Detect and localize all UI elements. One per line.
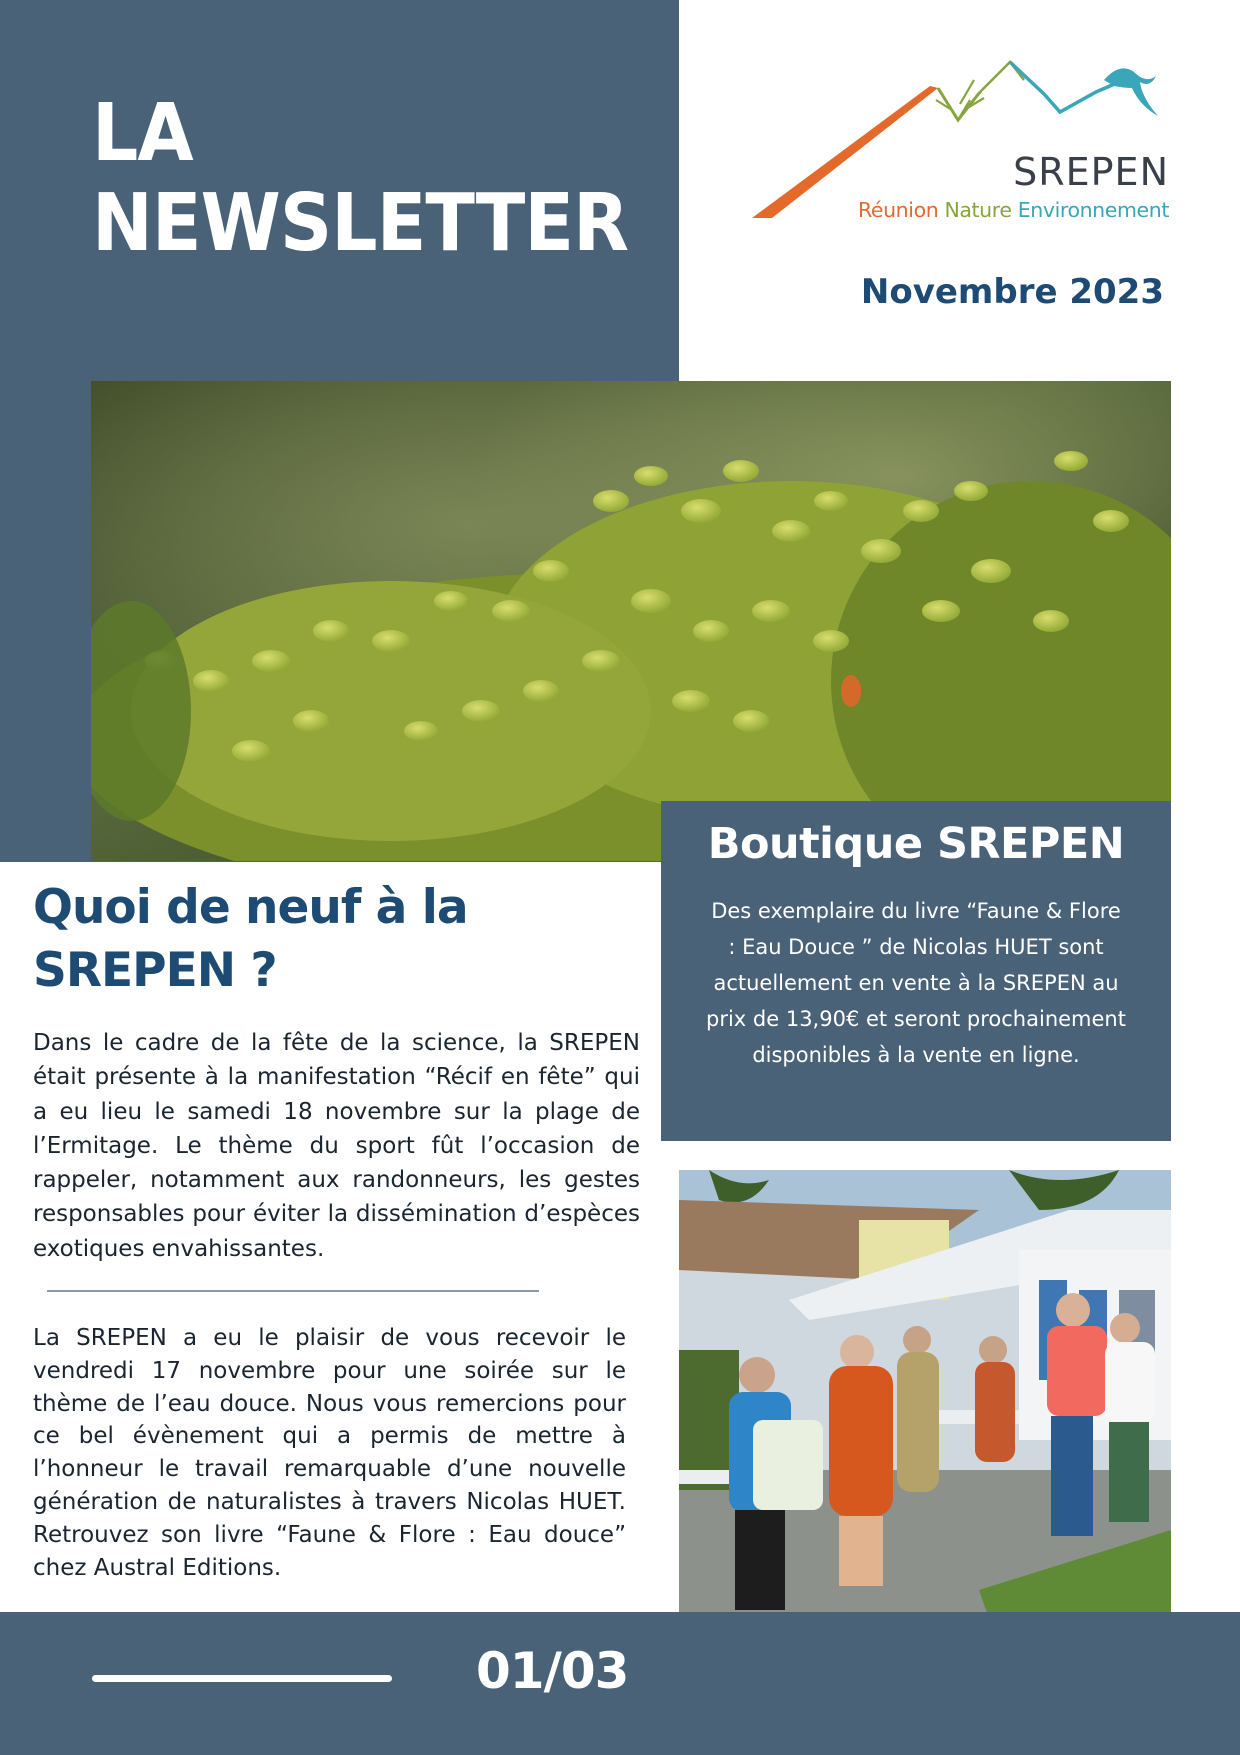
logo-tagline-reunion: Réunion [857, 198, 939, 222]
page-number: 01/03 [476, 1642, 629, 1700]
logo-tagline [858, 198, 1169, 222]
news-paragraph-2: La SREPEN a eu le plaisir de vous recevoir le vendredi 17 novembre pour une soirée sur le thème de l’eau douce. Nous vous remercions pour ce bel évènement qui a permis de mettre à l’honneur le travail remarquable d’une nouvelle génération de naturalistes à travers Nicolas HUET. Retrouvez son livre “Faune & Flore : Eau douce” chez Austral Editions. [33, 1325, 626, 1581]
hero-photo [91, 381, 1171, 861]
event-people-image-icon [679, 1170, 1171, 1675]
footer-band [0, 1612, 1240, 1755]
logo-tagline-nature: Nature [944, 198, 1012, 222]
footer-rule [92, 1675, 392, 1682]
boutique-box [661, 801, 1171, 1141]
boutique-title: Boutique SREPEN [707, 819, 1125, 869]
news-title-line1: Quoi de neuf à la [33, 880, 468, 935]
issue-date: Novembre 2023 [860, 272, 1164, 312]
section-divider [47, 1290, 539, 1292]
news-section-title [33, 876, 633, 1002]
logo-name: SREPEN [1013, 150, 1169, 194]
foliage-image-icon [91, 381, 1171, 861]
newsletter-title-line2: NEWSLETTER [92, 177, 629, 269]
news-title-line2: SREPEN ? [33, 943, 277, 998]
news-paragraph-1: Dans le cadre de la fête de la science, la SREPEN était présente à la manifestation “Récif en fête” qui a eu lieu le samedi 18 novembre sur la plage de l’Ermitage. Le thème du sport fût l’occasion de rappeler, notamment aux randonneurs, les gestes responsables pour éviter la dissémination d’espèces exotiques envahissantes. [33, 1030, 640, 1262]
srepen-logo [748, 58, 1173, 230]
logo-tagline-environnement: Environnement [1017, 198, 1169, 222]
boutique-text: Des exemplaire du livre “Faune & Flore : Eau Douce ” de Nicolas HUET sont actuellement en vente à la SREPEN au prix de 13,90€ et seront prochainement disponibles à la vente en ligne. [706, 899, 1126, 1067]
newsletter-title [92, 88, 628, 268]
newsletter-title-line1: LA [92, 87, 193, 179]
event-photo [679, 1170, 1171, 1675]
